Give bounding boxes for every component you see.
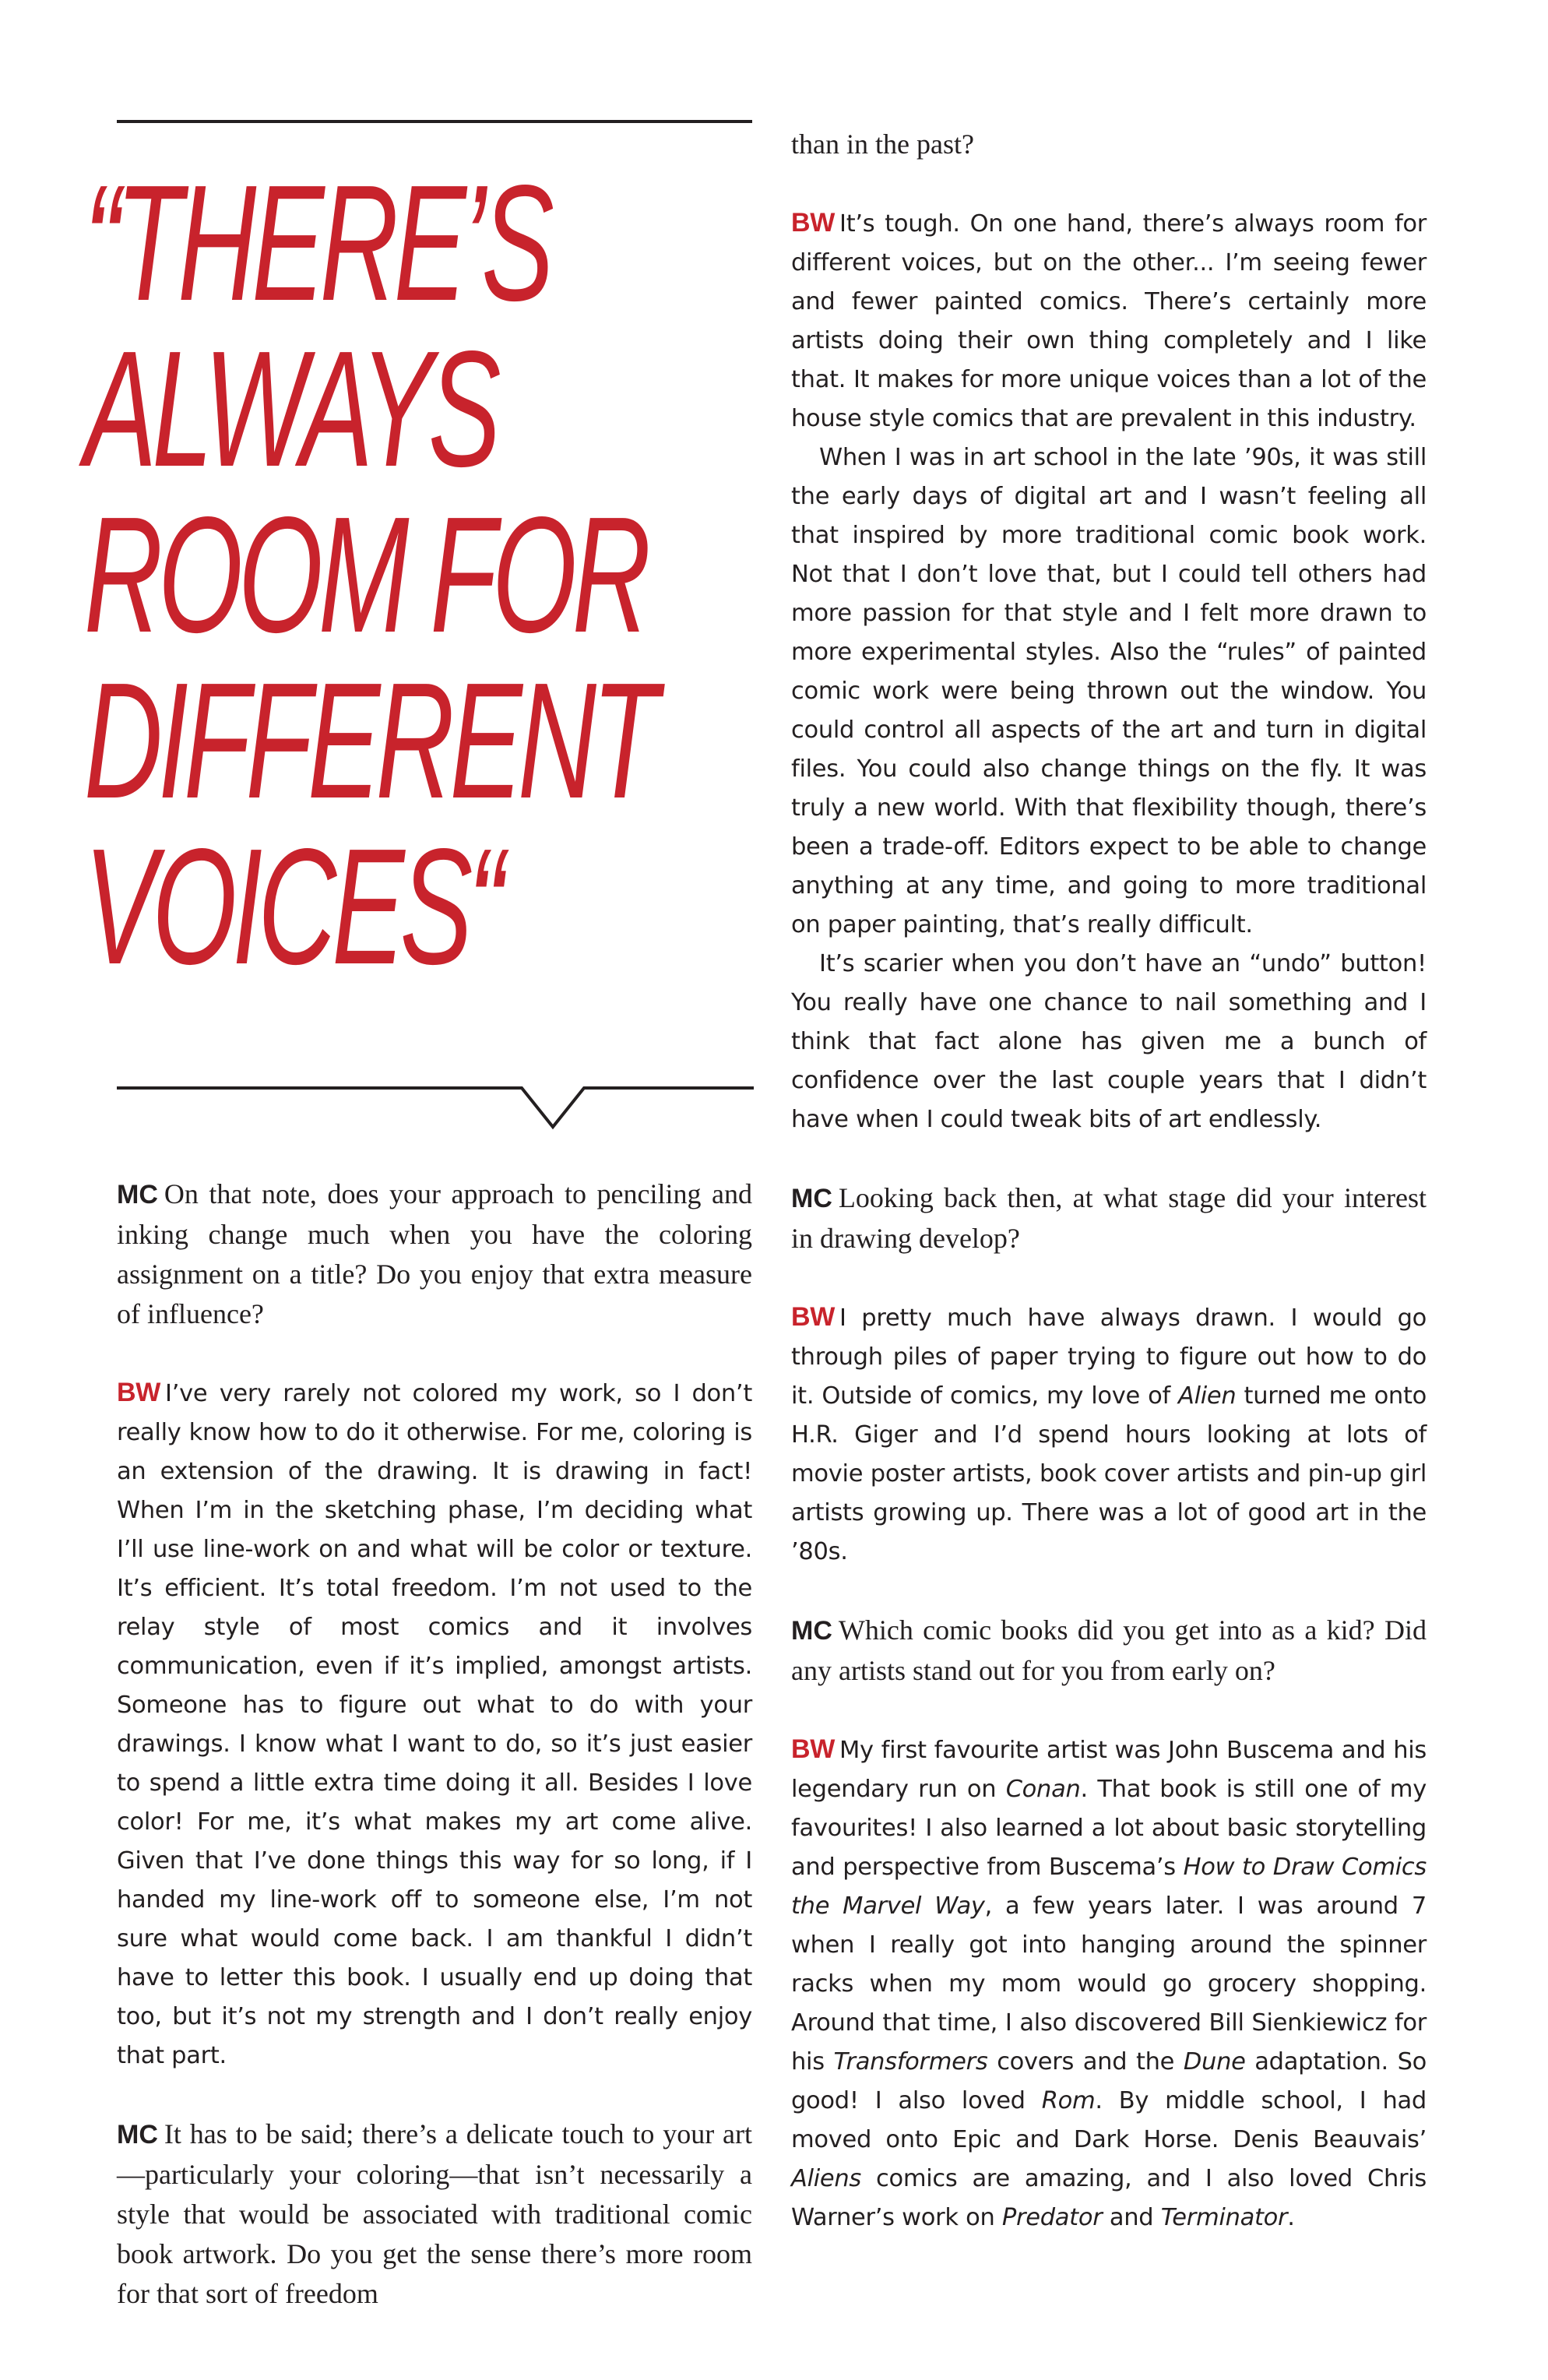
question-2: MC It has to be said; there’s a delicate touch to your art—particularly your coloring—that isn’t necessarily a style that would be associated with traditional comic book artwork. Do you get the sense there’s more room for that sort of freedom [117,2118,752,2309]
answer-2-paragraph-1: BW It’s tough. On one hand, there’s always room for different voices, but on the other... I’m seeing fewer and fewer painted comics. There’s certainly more artists doing their own thing completely and I like that. It makes for more unique voices than a lot of the house style comics that are prevalent in this industry. [791,208,1427,432]
answer-2-paragraph-3: It’s scarier when you don’t have an “undo” button! You really have one chance to nail something and I think that fact alone has given me a bunch of confidence over the last couple years that I didn’t have when I could tweak bits of art endlessly. [791,950,1427,1133]
speech-pointer-rule [117,1080,755,1135]
interviewee-tag: BW [117,1378,161,1407]
pull-quote-line: ALWAYS [84,316,497,501]
title-italic: Aliens [791,2165,861,2192]
question-3: MC Looking back then, at what stage did your interest in drawing develop? [791,1182,1427,1254]
interviewee-tag: BW [791,1734,836,1764]
title-italic: How to Draw Comics the Marvel Way [791,1854,1427,1920]
title-italic: Alien [1178,1382,1237,1410]
interviewee-tag: BW [791,1302,836,1332]
question-1: MC On that note, does your approach to penciling and inking change much when you have the coloring assignment on a title? Do you enjoy that extra measure of influence? [117,1178,752,1329]
title-italic: Transformers [833,2048,988,2075]
interviewer-tag: MC [791,1616,832,1646]
interviewer-tag: MC [791,1184,832,1213]
title-italic: Rom [1041,2087,1096,2114]
left-column [117,1174,752,2314]
pull-quote-line: DIFFERENT [84,648,654,833]
question-4: MC Which comic books did you get into as a kid? Did any artists stand out for you from early on? [791,1614,1427,1686]
title-italic: Dune [1183,2048,1246,2075]
question-2-continued: than in the past? [791,129,974,160]
title-italic: Conan [1005,1776,1081,1803]
right-column [791,125,1427,2237]
pull-quote [84,150,654,998]
interviewer-tag: MC [117,2120,158,2149]
interviewee-tag: BW [791,208,836,238]
pull-quote-line: ROOM FOR [84,482,646,667]
answer-3: BW I pretty much have always drawn. I would go through piles of paper trying to figure out how to do it. Outside of comics, my love of Alien turned me onto H.R. Giger and I’d spend hours looking at lots of movie poster artists, book cover artists and pin-up girl artists growing up. There was a lot of good art in the ’80s. [791,1302,1427,1565]
pull-quote-line: “THERE’S [84,150,550,335]
answer-4: BW My first favourite artist was John Buscema and his legendary run on Conan. That book is still one of my favourites! I also learned a lot about basic storytelling and perspective from Buscema’s How to Draw Comics the Marvel Way, a few years later. I was around 7 when I really got into hanging around the spinner racks when my mom would go grocery shopping. Around that time, I also discovered Bill Sienkiewicz for his Transformers covers and the Dune adaptation. So good! I also loved Rom. By middle school, I had moved onto Epic and Dark Horse. Denis Beauvais’ Aliens comics are amazing, and I also loved Chris Warner’s work on Predator and Terminator. [791,1734,1427,2231]
pull-quote-line: VOICES“ [84,814,500,998]
answer-1: BW I’ve very rarely not colored my work, so I don’t really know how to do it otherwise. For me, coloring is an extension of the drawing. It is drawing in fact! When I’m in the sketching phase, I’m deciding what I’ll use line-work on and what will be color or texture. It’s efficient. It’s total freedom. I’m not used to the relay style of most comics and it involves communication, even if it’s implied, amongst artists. Someone has to figure out what to do with your drawings. I know what I want to do, so it’s just easier to spend a little extra time doing it all. Besides I love color! For me, it’s what makes my art come alive. Given that I’ve done things this way for so long, if I handed my line-work off to someone else, I’m not sure what would come back. I am thankful I didn’t have to letter this book. I usually end up doing that too, but it’s not my strength and I don’t really enjoy that part. [117,1378,752,2069]
title-italic: Predator [1001,2204,1103,2231]
answer-2-paragraph-2: When I was in art school in the late ’90s, it was still the early days of digital art and I wasn’t feeling all that inspired by more traditional comic book work. Not that I don’t love that, but I could tell others had more passion for that style and I felt more drawn to more experimental styles. Also the “rules” of painted comic work were being thrown out the window. You could control all aspects of the art and turn in digital files. You could also change things on the fly. It was truly a new world. With that flexibility though, there’s been a trade-off. Editors expect to be able to change anything at any time, and going to more traditional on paper painting, that’s really difficult. [791,444,1427,938]
interviewer-tag: MC [117,1180,158,1209]
top-rule [117,120,752,123]
title-italic: Terminator [1160,2204,1288,2231]
